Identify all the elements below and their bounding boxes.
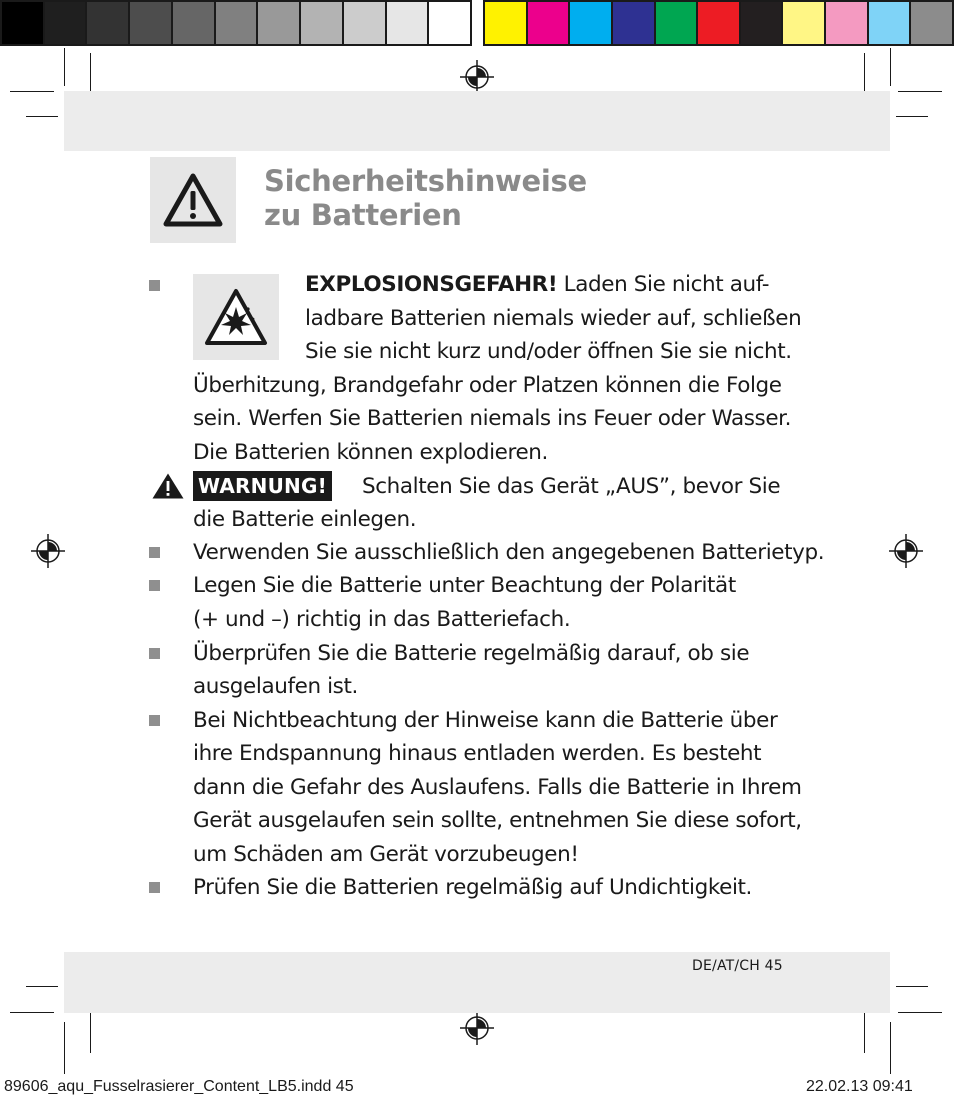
gray-swatch	[258, 2, 301, 44]
process-swatch	[826, 2, 869, 44]
crop-mark	[890, 1022, 891, 1074]
registration-mark-icon	[459, 59, 495, 95]
gray-swatch	[2, 2, 45, 44]
crop-mark	[898, 91, 942, 92]
gray-swatch	[344, 2, 387, 44]
gray-swatch	[429, 2, 470, 44]
list-item-line: Legen Sie die Batterie unter Beachtung der Polarität	[193, 573, 736, 598]
process-swatch	[528, 2, 571, 44]
process-swatch	[570, 2, 613, 44]
explosion-text-line: Überhitzung, Brandgefahr oder Platzen können die Folge	[193, 373, 782, 398]
page-title	[264, 164, 587, 232]
crop-mark	[10, 91, 54, 92]
bullet-marker	[149, 547, 160, 558]
gray-swatch	[173, 2, 216, 44]
date-slug: 22.02.13 09:41	[806, 1078, 913, 1095]
bullet-marker	[149, 882, 160, 893]
gray-swatch	[216, 2, 259, 44]
bullet-marker	[149, 648, 160, 659]
crop-mark	[26, 116, 58, 117]
process-swatch	[656, 2, 699, 44]
bullet-marker	[149, 580, 160, 591]
gray-swatch	[387, 2, 430, 44]
explosion-text-line: Sie sie nicht kurz und/oder öffnen Sie sie nicht.	[305, 339, 792, 364]
explosion-text-line: ladbare Batterien niemals wieder auf, schließen	[305, 306, 802, 331]
registration-mark-icon	[888, 533, 924, 569]
registration-mark-icon	[459, 1010, 495, 1046]
process-swatch	[869, 2, 912, 44]
explosion-line1-rest: Laden Sie nicht auf-	[557, 272, 770, 297]
explosion-text-line: Die Batterien können explodieren.	[193, 440, 548, 465]
heading-icon-box	[150, 157, 236, 243]
list-item-line: Bei Nichtbeachtung der Hinweise kann die Batterie über	[193, 708, 778, 733]
crop-mark	[10, 1012, 54, 1013]
crop-mark	[896, 116, 928, 117]
header-band	[64, 91, 890, 151]
warning-triangle-icon	[162, 172, 224, 228]
explosion-text-line: sein. Werfen Sie Batterien niemals ins Feuer oder Wasser.	[193, 406, 792, 431]
explosion-text-line	[305, 268, 769, 302]
warning-label: WARNUNG!	[193, 471, 332, 501]
list-item-line: Prüfen Sie die Batterien regelmäßig auf Undichtigkeit.	[193, 875, 752, 900]
crop-mark	[890, 48, 891, 86]
process-swatch	[783, 2, 826, 44]
list-item-line: (+ und –) richtig in das Batteriefach.	[193, 607, 571, 632]
process-swatch	[741, 2, 784, 44]
grayscale-color-bar	[0, 0, 472, 46]
list-item-line: Verwenden Sie ausschließlich den angegebenen Batterietyp.	[193, 540, 825, 565]
list-item-line: ihre Endspannung hinaus entladen werden. Es besteht	[193, 741, 762, 766]
gray-swatch	[87, 2, 130, 44]
crop-mark	[896, 986, 928, 987]
gray-swatch	[301, 2, 344, 44]
list-item-line: Gerät ausgelaufen sein sollte, entnehmen Sie diese sofort,	[193, 808, 802, 833]
explosion-icon-box	[193, 274, 279, 360]
page-title-line: zu Batterien	[264, 198, 462, 232]
bullet-marker	[149, 715, 160, 726]
list-item-line: ausgelaufen ist.	[193, 674, 358, 699]
crop-mark	[64, 48, 65, 86]
process-swatch	[485, 2, 528, 44]
process-swatch	[698, 2, 741, 44]
bullet-marker	[149, 280, 160, 291]
process-swatch	[613, 2, 656, 44]
registration-mark-icon	[30, 533, 66, 569]
explosive-hazard-icon	[203, 287, 269, 347]
page-title-line: Sicherheitshinweise	[264, 164, 587, 198]
warning-triangle-icon	[151, 472, 185, 500]
process-swatch	[911, 2, 952, 44]
gray-swatch	[130, 2, 173, 44]
file-slug: 89606_aqu_Fusselrasierer_Content_LB5.indd 45	[4, 1078, 354, 1095]
explosion-lead: EXPLOSIONSGEFAHR!	[305, 272, 558, 297]
gray-swatch	[45, 2, 88, 44]
crop-mark	[26, 986, 58, 987]
list-item-line: dann die Gefahr des Auslaufens. Falls die Batterie in Ihrem	[193, 775, 802, 800]
page-number-label: DE/AT/CH 45	[692, 958, 783, 974]
list-item-line: Überprüfen Sie die Batterie regelmäßig darauf, ob sie	[193, 641, 750, 666]
process-color-bar	[483, 0, 954, 46]
crop-mark	[898, 1012, 942, 1013]
list-item-line: um Schäden am Gerät vorzubeugen!	[193, 842, 579, 867]
warning-text-line: Schalten Sie das Gerät „AUS”, bevor Sie	[362, 474, 781, 499]
crop-mark	[64, 1022, 65, 1074]
warning-text-line: die Batterie einlegen.	[193, 507, 417, 532]
